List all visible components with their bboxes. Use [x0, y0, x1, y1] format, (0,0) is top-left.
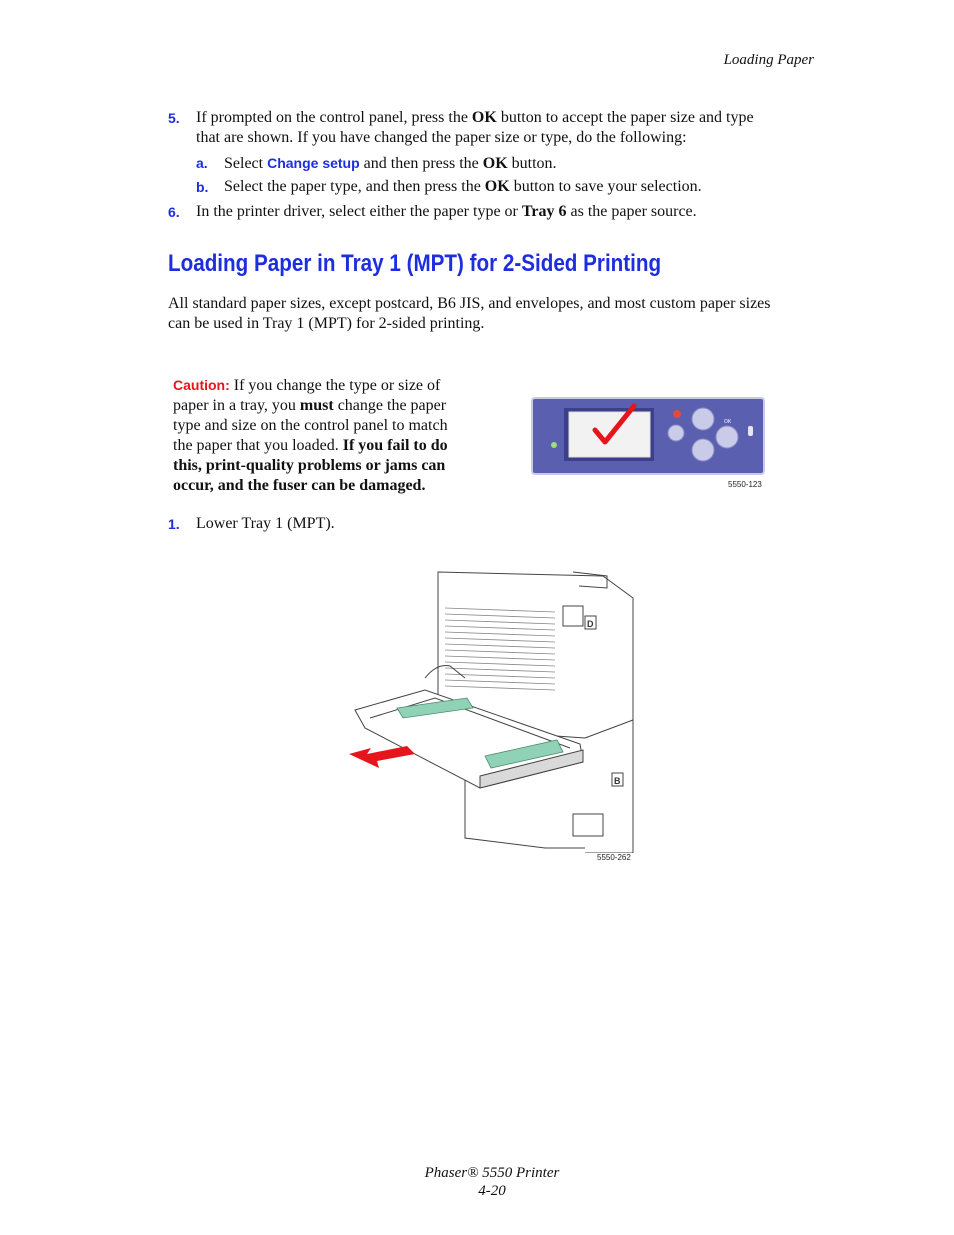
- ready-led: [551, 442, 557, 448]
- down-button[interactable]: [692, 439, 714, 461]
- intro-line-1: All standard paper sizes, except postcard, B6 JIS, and envelopes, and most custom paper sizes: [168, 295, 771, 312]
- step-1-number: 1.: [168, 516, 180, 532]
- printer-figure-caption: 5550-262: [597, 853, 631, 862]
- step-5-line1: If prompted on the control panel, press the OK button to accept the paper size and type: [196, 109, 754, 126]
- section-intro: [168, 294, 771, 334]
- section-heading: Loading Paper in Tray 1 (MPT) for 2-Sided Printing: [168, 250, 662, 277]
- info-button[interactable]: [748, 426, 753, 436]
- printer-tray-figure: [345, 568, 640, 853]
- ok-button[interactable]: [716, 426, 738, 448]
- step-5b-letter: b.: [196, 179, 209, 195]
- step-5-line2: that are shown. If you have changed the paper size or type, do the following:: [196, 129, 687, 146]
- lower-tray-arrow-icon: [349, 746, 415, 768]
- step-5a-letter: a.: [196, 155, 208, 171]
- control-panel-figure: [531, 397, 765, 475]
- step-6-number: 6.: [168, 204, 180, 220]
- change-setup-option: Change setup: [267, 155, 360, 171]
- step-1-text: Lower Tray 1 (MPT).: [196, 515, 335, 532]
- step-6-text: In the printer driver, select either the paper type or Tray 6 as the paper source.: [196, 203, 697, 220]
- panel-figure-caption: 5550-123: [728, 480, 762, 489]
- printer-lower-body: [465, 778, 585, 848]
- door-label-d: D: [587, 619, 594, 629]
- step-5-number: 5.: [168, 110, 180, 126]
- footer-page-number: 4-20: [478, 1183, 506, 1199]
- caution-note: Caution: If you change the type or size of paper in a tray, you must change the paper type and size on the control panel to match the paper that you loaded. If you fail to do this, print-quality problems or jams can occur, and the fuser can be damaged.: [173, 377, 448, 494]
- cancel-button[interactable]: [673, 410, 681, 418]
- printer-right-body: [585, 720, 633, 853]
- intro-line-2: can be used in Tray 1 (MPT) for 2-sided printing.: [168, 315, 485, 332]
- running-head: Loading Paper: [723, 52, 814, 68]
- ok-label: OK: [724, 419, 732, 425]
- back-button[interactable]: [668, 425, 684, 441]
- step-5a-text: Select Change setup and then press the OK button.: [224, 155, 557, 172]
- step-5b-text: Select the paper type, and then press the OK button to save your selection.: [224, 178, 702, 195]
- door-latch-d: [563, 606, 583, 626]
- step-5-text: [196, 108, 754, 148]
- caution-label: Caution:: [173, 377, 230, 393]
- footer-product: Phaser® 5550 Printer: [424, 1165, 560, 1181]
- up-button[interactable]: [692, 408, 714, 430]
- door-label-b: B: [614, 776, 621, 786]
